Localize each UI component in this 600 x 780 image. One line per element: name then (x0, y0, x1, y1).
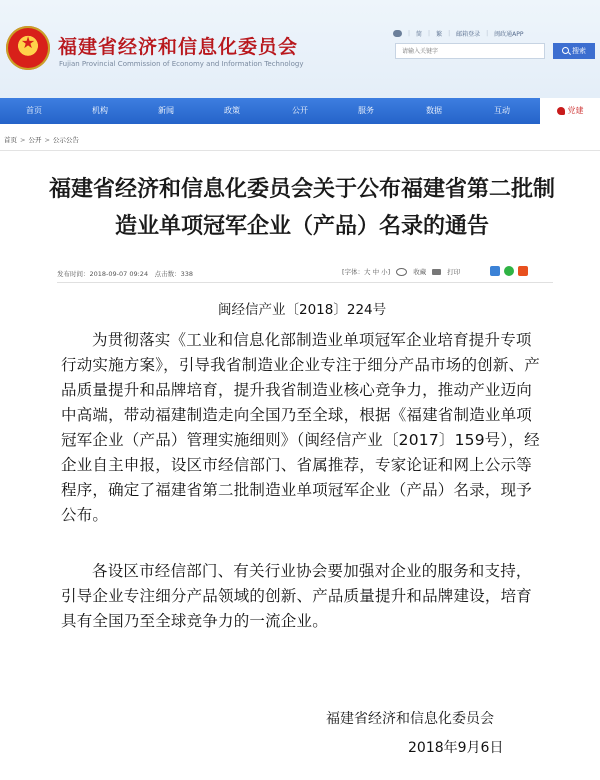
link-simplified[interactable]: 简 (416, 30, 423, 38)
nav-item-party[interactable] (540, 98, 600, 124)
party-emblem-icon (557, 107, 565, 115)
site-header (0, 0, 600, 98)
article-tools (342, 267, 460, 276)
meta-divider (57, 282, 553, 283)
print-icon (432, 269, 441, 275)
share-plus-icon[interactable] (490, 266, 500, 276)
link-mail-login[interactable]: 邮箱登录 (456, 30, 481, 38)
nav-item-party-label: 党建 (567, 106, 584, 115)
share-icons (490, 266, 528, 276)
link-app[interactable]: 闽政通APP (494, 30, 524, 38)
publish-meta: 发布时间：2018-09-07 09:24 点击数：338 (57, 270, 193, 278)
link-traditional[interactable]: 繁 (436, 30, 443, 38)
search-button[interactable] (553, 43, 595, 59)
site-title[interactable]: 福建省经济和信息化委员会 (58, 36, 299, 58)
nav-item-public[interactable]: 公开 (292, 106, 308, 115)
breadcrumb-notice[interactable]: 公示公告 (52, 136, 79, 144)
font-size-switch[interactable]: [字体：大 中 小] (342, 268, 391, 276)
breadcrumb-public[interactable]: 公开 (28, 136, 42, 144)
search-input[interactable] (395, 43, 545, 59)
nav-item-data[interactable]: 数据 (426, 106, 442, 115)
signature-date: 2018年9月6日 (408, 740, 504, 756)
top-links: | 简 | 繁 | 邮箱登录 | 闽政通APP (393, 26, 593, 40)
print-link[interactable]: 打印 (447, 268, 461, 276)
search-icon (562, 47, 569, 54)
breadcrumb-home[interactable]: 首页 (4, 136, 17, 144)
wechat-icon[interactable] (393, 30, 402, 37)
article-title: 福建省经济和信息化委员会关于公布福建省第二批制造业单项冠军企业（产品）名录的通告 (48, 177, 555, 239)
nav-item-policy[interactable]: 政策 (224, 106, 240, 115)
nav-item-interaction[interactable]: 互动 (494, 106, 510, 115)
nav-item-home[interactable]: 首页 (26, 106, 42, 115)
national-emblem-icon (6, 26, 50, 70)
nav-item-service[interactable]: 服务 (358, 106, 374, 115)
favorite-link[interactable]: 收藏 (413, 268, 427, 276)
article-paragraph: 各设区市经信部门、有关行业协会要加强对企业的服务和支持，引导企业专注细分产品领域的创新、产品质量提升和品牌建设，培育具有全国乃至全球竞争力的一流企业。 (61, 562, 533, 630)
breadcrumb-divider (0, 150, 600, 151)
article-paragraph: 为贯彻落实《工业和信息化部制造业单项冠军企业培育提升专项行动实施方案》，引导我省制造业企业专注于细分产品市场的创新、产品质量提升和品牌培育，提升我省制造业核心竞争力，推动产业迈向中高端，带动福建制造走向全国乃至全球，根据《福建省制造业单项冠军企业（产品）管理实施细则》（闽经信产业〔2017〕159号），经企业自主申报，设区市经信部门、省属推荐，专家论证和网上公示等程序，确定了福建省第二批制造业单项冠军企业（产品）名录，现予公布。 (61, 331, 540, 524)
nav-item-news[interactable]: 新闻 (158, 106, 174, 115)
main-nav (0, 98, 600, 124)
nav-item-organization[interactable]: 机构 (92, 106, 108, 115)
view-icon (396, 268, 407, 276)
share-weibo-icon[interactable] (518, 266, 528, 276)
breadcrumb: 首页 > 公开 > 公示公告 (4, 136, 79, 144)
search-button-label: 搜索 (572, 47, 586, 55)
signature-organization: 福建省经济和信息化委员会 (326, 711, 494, 727)
document-number: 闽经信产业〔2018〕224号 (218, 302, 387, 318)
site-subtitle: Fujian Provincial Commission of Economy and Information Technology (59, 60, 304, 68)
share-wechat-icon[interactable] (504, 266, 514, 276)
